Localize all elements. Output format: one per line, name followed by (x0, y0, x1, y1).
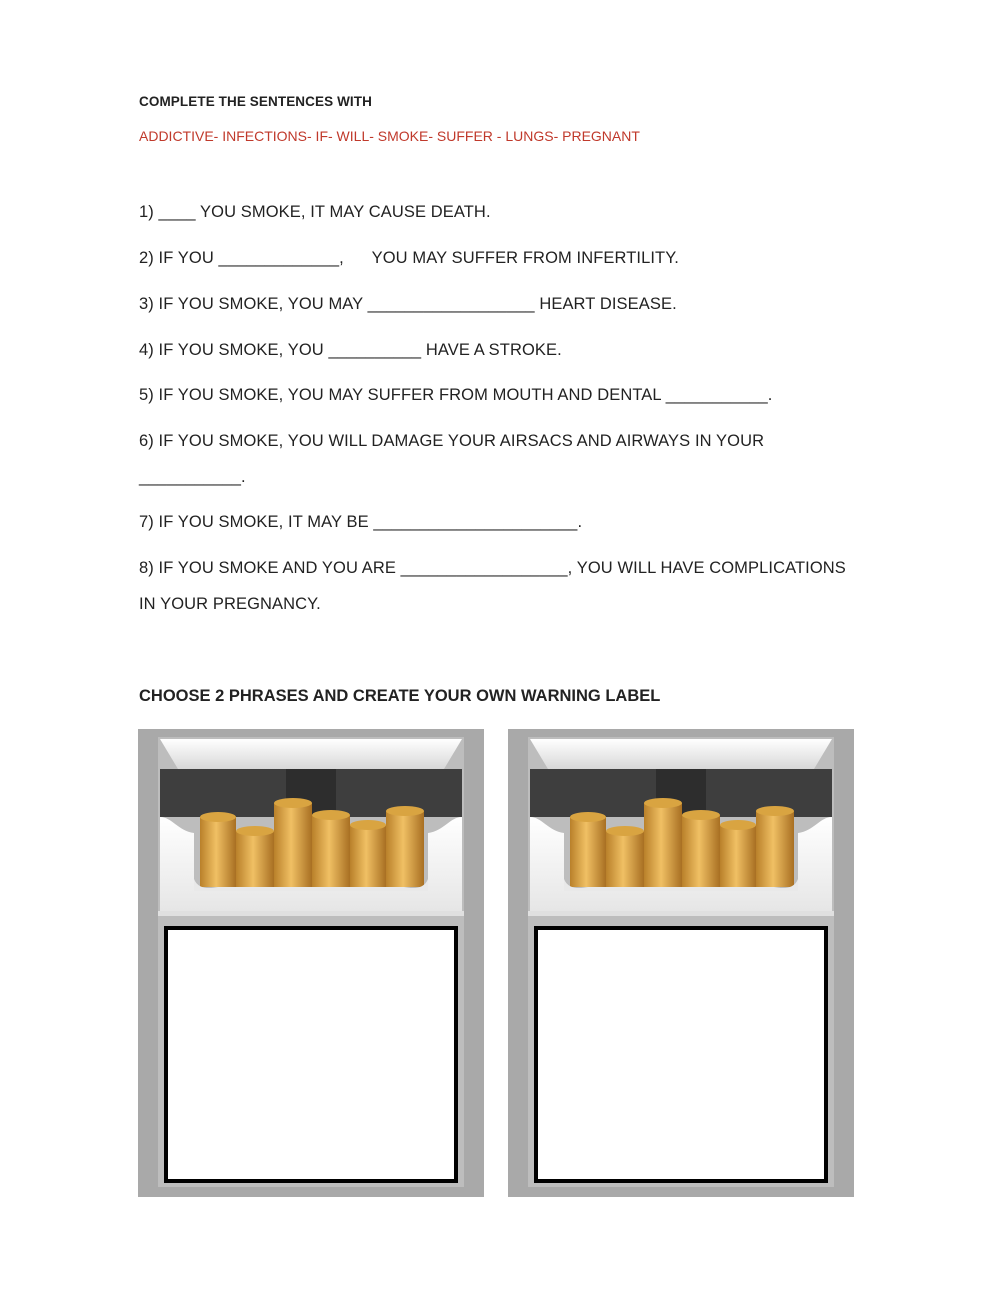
cigarette-filter (274, 803, 312, 887)
pack-lid (530, 739, 832, 769)
pack-lid (160, 739, 462, 769)
cigarette-pack-1 (138, 729, 484, 1197)
cigarette-filter (644, 803, 682, 887)
sentence-8-continued: IN YOUR PREGNANCY. (139, 595, 321, 613)
sentence-2: 2) IF YOU _____________, YOU MAY SUFFER FROM INFERTILITY. (139, 249, 679, 267)
cigarette-filter (606, 831, 644, 887)
cigarette-filter (682, 815, 720, 887)
cigarette-filter (312, 815, 350, 887)
sentence-6: 6) IF YOU SMOKE, YOU WILL DAMAGE YOUR AIRSACS AND AIRWAYS IN YOUR (139, 432, 765, 450)
cigarette-filter (756, 811, 794, 887)
sentence-8: 8) IF YOU SMOKE AND YOU ARE __________________, YOU WILL HAVE COMPLICATIONS (139, 559, 846, 577)
cigarette-filter (236, 831, 274, 887)
worksheet-title: COMPLETE THE SENTENCES WITH (139, 94, 372, 109)
cigarette-pack-2 (508, 729, 854, 1197)
sentence-5: 5) IF YOU SMOKE, YOU MAY SUFFER FROM MOUTH AND DENTAL ___________. (139, 386, 773, 404)
word-bank: ADDICTIVE- INFECTIONS- IF- WILL- SMOKE- SUFFER - LUNGS- PREGNANT (139, 128, 640, 144)
sentence-6-blank: ___________. (139, 468, 246, 486)
cigarette-filter (386, 811, 424, 887)
sentence-1: 1) ____ YOU SMOKE, IT MAY CAUSE DEATH. (139, 203, 491, 221)
cigarette-filter (720, 825, 756, 887)
warning-label-box (166, 928, 456, 1181)
sentence-3: 3) IF YOU SMOKE, YOU MAY __________________ HEART DISEASE. (139, 295, 677, 313)
sentence-7: 7) IF YOU SMOKE, IT MAY BE ______________________. (139, 513, 583, 531)
pack-illustration (508, 729, 854, 1197)
cigarette-filter (570, 817, 606, 887)
cigarette-filter (200, 817, 236, 887)
warning-label-box (536, 928, 826, 1181)
pack-illustration (138, 729, 484, 1197)
warning-heading: CHOOSE 2 PHRASES AND CREATE YOUR OWN WARNING LABEL (139, 687, 661, 705)
sentence-4: 4) IF YOU SMOKE, YOU __________ HAVE A STROKE. (139, 341, 562, 359)
cigarette-filter (350, 825, 386, 887)
